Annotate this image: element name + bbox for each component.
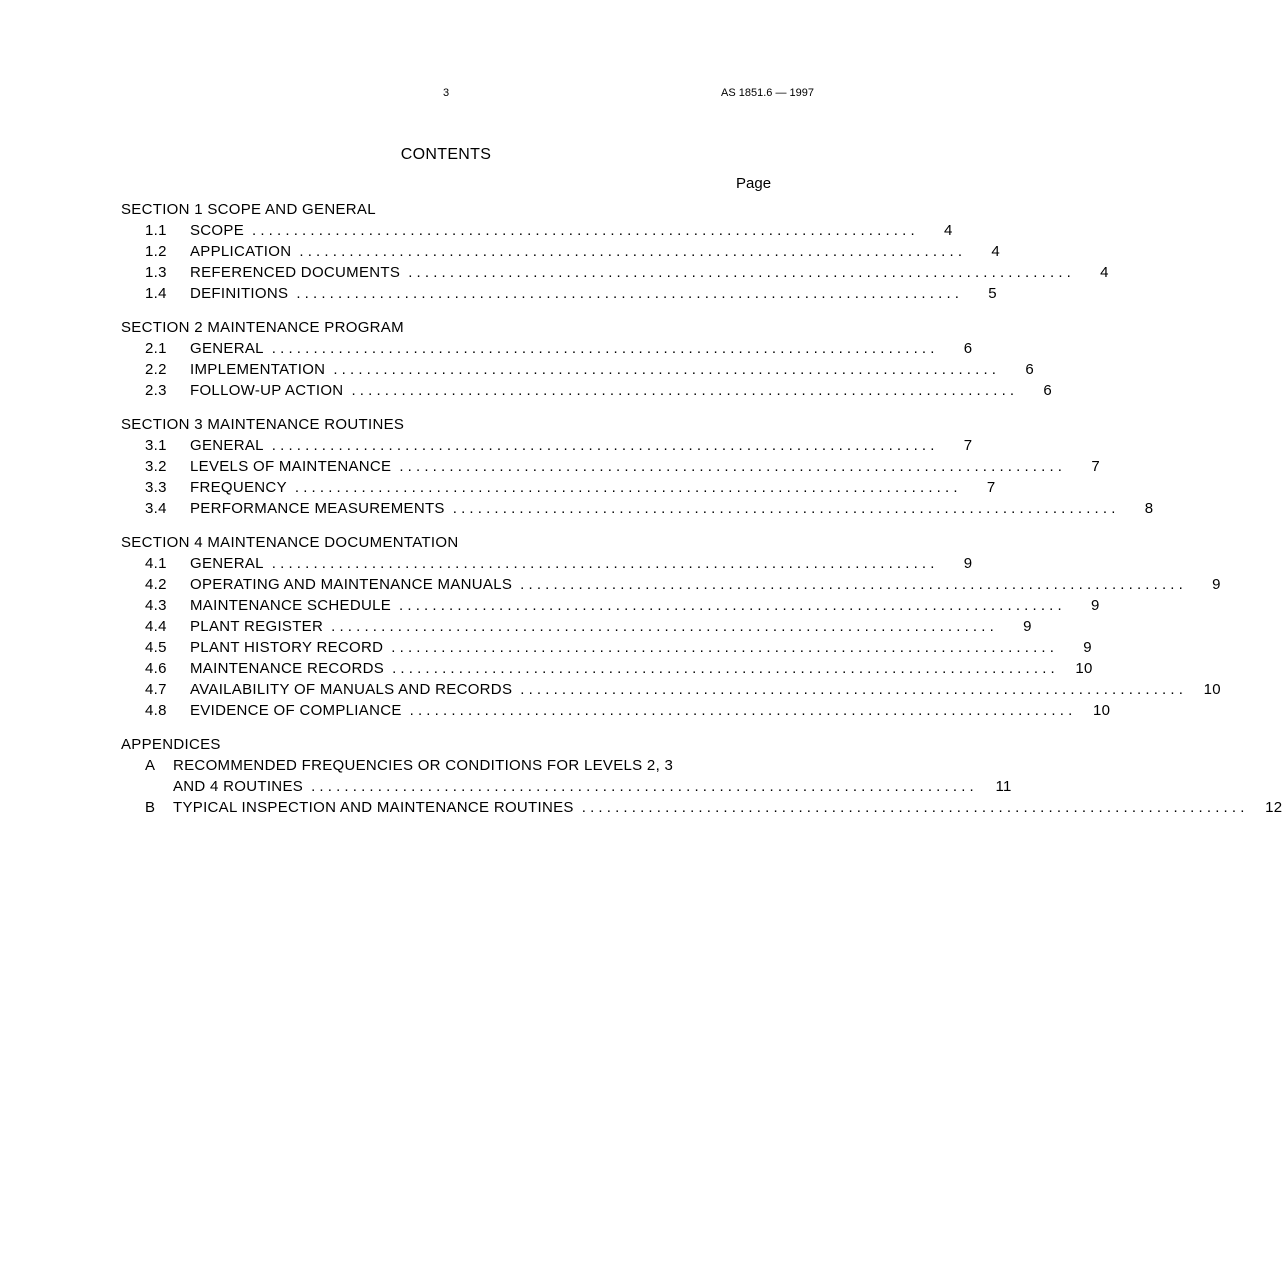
entry-page: 6 <box>1043 382 1053 399</box>
section-heading: SECTION 2 MAINTENANCE PROGRAM <box>121 319 404 336</box>
contents-title: CONTENTS <box>400 146 492 163</box>
entry-title: LEVELS OF MAINTENANCE <box>190 458 392 475</box>
dot-leader: . . . . . . . . . . . . . . . . . . . . . . . . . . . . . . . . . . . . . . . . . . . . . . . . . . . . . . . . . . . . . . . . . . . . . . . . . . . . . . . . <box>294 479 958 496</box>
toc-entry-2-1[interactable] <box>121 338 973 359</box>
toc-entry-4-6[interactable] <box>121 658 1093 679</box>
entry-title: MAINTENANCE RECORDS <box>190 660 385 677</box>
dot-leader: . . . . . . . . . . . . . . . . . . . . . . . . . . . . . . . . . . . . . . . . . . . . . . . . . . . . . . . . . . . . . . . . . . . . . . . . . . . . . . . . <box>271 555 935 572</box>
entry-page: 10 <box>1203 681 1221 698</box>
toc-entry-4-8[interactable] <box>121 700 1111 721</box>
appendix-title: RECOMMENDED FREQUENCIES OR CONDITIONS FOR LEVELS 2, 3 <box>173 757 674 774</box>
appendix-letter: A <box>145 757 156 774</box>
dot-leader: . . . . . . . . . . . . . . . . . . . . . . . . . . . . . . . . . . . . . . . . . . . . . . . . . . . . . . . . . . . . . . . . . . . . . . . . . . . . . . . . <box>452 500 1116 517</box>
toc-entry-1-2[interactable] <box>121 241 1001 262</box>
entry-page: 10 <box>1075 660 1093 677</box>
entry-number: 4.8 <box>145 702 167 719</box>
dot-leader: . . . . . . . . . . . . . . . . . . . . . . . . . . . . . . . . . . . . . . . . . . . . . . . . . . . . . . . . . . . . . . . . . . . . . . . . . . . . . . . . <box>296 285 959 302</box>
entry-number: 3.1 <box>145 437 167 454</box>
toc-entry-3-2[interactable] <box>121 456 1100 477</box>
appendix-title: TYPICAL INSPECTION AND MAINTENANCE ROUTINES <box>173 799 574 816</box>
toc-section-4 <box>121 532 1221 721</box>
entry-page: 9 <box>963 555 973 572</box>
entry-number: 1.4 <box>145 285 167 302</box>
entry-page: 7 <box>1091 458 1100 475</box>
dot-leader: . . . . . . . . . . . . . . . . . . . . . . . . . . . . . . . . . . . . . . . . . . . . . . . . . . . . . . . . . . . . . . . . . . . . . . . . . . . . . . . . <box>271 340 935 357</box>
entry-number: 2.1 <box>145 340 167 357</box>
page-column-header: Page <box>736 175 772 192</box>
toc-entry-3-4[interactable] <box>121 498 1154 519</box>
appendix-page: 11 <box>995 778 1012 795</box>
entry-number: 1.2 <box>145 243 167 260</box>
document-reference: AS 1851.6 — 1997 <box>721 87 814 99</box>
entry-number: 4.3 <box>145 597 167 614</box>
appendix-page: 12 <box>1265 799 1282 816</box>
entry-number: 4.5 <box>145 639 167 656</box>
dot-leader: . . . . . . . . . . . . . . . . . . . . . . . . . . . . . . . . . . . . . . . . . . . . . . . . . . . . . . . . . . . . . . . . . . . . . . . . . . . . . . . . <box>271 437 935 454</box>
entry-title: FOLLOW-UP ACTION <box>190 382 344 399</box>
toc-entry-4-1[interactable] <box>121 553 973 574</box>
dot-leader: . . . . . . . . . . . . . . . . . . . . . . . . . . . . . . . . . . . . . . . . . . . . . . . . . . . . . . . . . . . . . . . . . . . . . . . . . . . . . . . . <box>408 264 1071 281</box>
page-number: 3 <box>442 87 450 99</box>
entry-title: PLANT HISTORY RECORD <box>190 639 384 656</box>
entry-page: 10 <box>1092 702 1111 719</box>
appendices-heading: APPENDICES <box>121 736 221 753</box>
entry-number: 1.3 <box>145 264 167 281</box>
toc-entry-1-1[interactable] <box>121 220 953 241</box>
dot-leader: . . . . . . . . . . . . . . . . . . . . . . . . . . . . . . . . . . . . . . . . . . . . . . . . . . . . . . . . . . . . . . . . . . . . . . . . . . . . . . . . <box>581 799 1245 816</box>
toc-entry-4-2[interactable] <box>121 574 1221 595</box>
entry-title: MAINTENANCE SCHEDULE <box>190 597 392 614</box>
entry-page: 6 <box>1025 361 1034 378</box>
entry-page: 4 <box>944 222 953 239</box>
toc-entry-2-2[interactable] <box>121 359 1034 380</box>
entry-title: OPERATING AND MAINTENANCE MANUALS <box>190 576 513 593</box>
toc-entry-1-3[interactable] <box>121 262 1109 283</box>
entry-page: 6 <box>963 340 973 357</box>
entry-title: IMPLEMENTATION <box>190 361 326 378</box>
toc-appendices <box>121 734 1282 818</box>
entry-page: 7 <box>986 479 996 496</box>
dot-leader: . . . . . . . . . . . . . . . . . . . . . . . . . . . . . . . . . . . . . . . . . . . . . . . . . . . . . . . . . . . . . . . . . . . . . . . . . . . . . . . . <box>311 778 974 795</box>
entry-number: 4.1 <box>145 555 167 572</box>
appendix-a-line2[interactable] <box>121 776 1012 797</box>
section-heading: SECTION 4 MAINTENANCE DOCUMENTATION <box>121 534 459 551</box>
section-heading: SECTION 1 SCOPE AND GENERAL <box>121 201 376 218</box>
dot-leader: . . . . . . . . . . . . . . . . . . . . . . . . . . . . . . . . . . . . . . . . . . . . . . . . . . . . . . . . . . . . . . . . . . . . . . . . . . . . . . . . <box>391 639 1054 656</box>
dot-leader: . . . . . . . . . . . . . . . . . . . . . . . . . . . . . . . . . . . . . . . . . . . . . . . . . . . . . . . . . . . . . . . . . . . . . . . . . . . . . . . . <box>392 660 1055 677</box>
entry-number: 3.4 <box>145 500 167 517</box>
entry-title: GENERAL <box>190 437 264 454</box>
dot-leader: . . . . . . . . . . . . . . . . . . . . . . . . . . . . . . . . . . . . . . . . . . . . . . . . . . . . . . . . . . . . . . . . . . . . . . . . . . . . . . . . <box>299 243 963 260</box>
entry-title: REFERENCED DOCUMENTS <box>190 264 401 281</box>
dot-leader: . . . . . . . . . . . . . . . . . . . . . . . . . . . . . . . . . . . . . . . . . . . . . . . . . . . . . . . . . . . . . . . . . . . . . . . . . . . . . . . . <box>351 382 1015 399</box>
entry-page: 9 <box>1023 618 1032 635</box>
toc-entry-1-4[interactable] <box>121 283 997 304</box>
dot-leader: . . . . . . . . . . . . . . . . . . . . . . . . . . . . . . . . . . . . . . . . . . . . . . . . . . . . . . . . . . . . . . . . . . . . . . . . . . . . . . . . <box>520 681 1183 698</box>
toc-entry-4-7[interactable] <box>121 679 1221 700</box>
entry-title: PERFORMANCE MEASUREMENTS <box>190 500 445 517</box>
entry-number: 4.4 <box>145 618 167 635</box>
entry-page: 9 <box>1083 639 1092 656</box>
dot-leader: . . . . . . . . . . . . . . . . . . . . . . . . . . . . . . . . . . . . . . . . . . . . . . . . . . . . . . . . . . . . . . . . . . . . . . . . . . . . . . . . <box>520 576 1183 593</box>
entry-page: 4 <box>1100 264 1109 281</box>
section-heading: SECTION 3 MAINTENANCE ROUTINES <box>121 416 405 433</box>
entry-title: EVIDENCE OF COMPLIANCE <box>190 702 402 719</box>
toc-entry-3-1[interactable] <box>121 435 973 456</box>
dot-leader: . . . . . . . . . . . . . . . . . . . . . . . . . . . . . . . . . . . . . . . . . . . . . . . . . . . . . . . . . . . . . . . . . . . . . . . . . . . . . . . . <box>399 458 1062 475</box>
dot-leader: . . . . . . . . . . . . . . . . . . . . . . . . . . . . . . . . . . . . . . . . . . . . . . . . . . . . . . . . . . . . . . . . . . . . . . . . . . . . . . . . <box>409 702 1073 719</box>
toc-section-2 <box>121 317 1053 401</box>
entry-title: GENERAL <box>190 340 264 357</box>
dot-leader: . . . . . . . . . . . . . . . . . . . . . . . . . . . . . . . . . . . . . . . . . . . . . . . . . . . . . . . . . . . . . . . . . . . . . . . . . . . . . . . . <box>331 618 994 635</box>
entry-page: 9 <box>1091 597 1100 614</box>
entry-page: 4 <box>991 243 1001 260</box>
dot-leader: . . . . . . . . . . . . . . . . . . . . . . . . . . . . . . . . . . . . . . . . . . . . . . . . . . . . . . . . . . . . . . . . . . . . . . . . . . . . . . . . <box>333 361 996 378</box>
entry-number: 2.3 <box>145 382 167 399</box>
entry-title: AVAILABILITY OF MANUALS AND RECORDS <box>190 681 513 698</box>
entry-number: 3.2 <box>145 458 167 475</box>
appendix-a-line1[interactable] <box>121 755 811 776</box>
entry-title: APPLICATION <box>190 243 292 260</box>
toc-entry-2-3[interactable] <box>121 380 1053 401</box>
toc-entry-3-3[interactable] <box>121 477 996 498</box>
entry-page: 8 <box>1144 500 1154 517</box>
dot-leader: . . . . . . . . . . . . . . . . . . . . . . . . . . . . . . . . . . . . . . . . . . . . . . . . . . . . . . . . . . . . . . . . . . . . . . . . . . . . . . . . <box>399 597 1062 614</box>
entry-number: 2.2 <box>145 361 167 378</box>
appendix-b[interactable] <box>121 797 1282 818</box>
entry-number: 4.6 <box>145 660 167 677</box>
entry-title: DEFINITIONS <box>190 285 289 302</box>
entry-number: 1.1 <box>145 222 167 239</box>
entry-number: 4.7 <box>145 681 167 698</box>
table-of-contents <box>121 199 1282 831</box>
entry-number: 3.3 <box>145 479 167 496</box>
entry-page: 5 <box>988 285 997 302</box>
dot-leader: . . . . . . . . . . . . . . . . . . . . . . . . . . . . . . . . . . . . . . . . . . . . . . . . . . . . . . . . . . . . . . . . . . . . . . . . . . . . . . . . <box>252 222 915 239</box>
appendix-letter: B <box>145 799 156 816</box>
toc-section-1 <box>121 199 1109 304</box>
toc-entry-4-5[interactable] <box>121 637 1092 658</box>
toc-entry-4-3[interactable] <box>121 595 1100 616</box>
entry-page: 9 <box>1212 576 1221 593</box>
entry-title: PLANT REGISTER <box>190 618 324 635</box>
entry-title: FREQUENCY <box>190 479 287 496</box>
appendix-title-continued: AND 4 ROUTINES <box>173 778 304 795</box>
entry-title: GENERAL <box>190 555 264 572</box>
entry-number: 4.2 <box>145 576 167 593</box>
entry-page: 7 <box>963 437 973 454</box>
toc-entry-4-4[interactable] <box>121 616 1032 637</box>
entry-title: SCOPE <box>190 222 245 239</box>
toc-section-3 <box>121 414 1154 519</box>
